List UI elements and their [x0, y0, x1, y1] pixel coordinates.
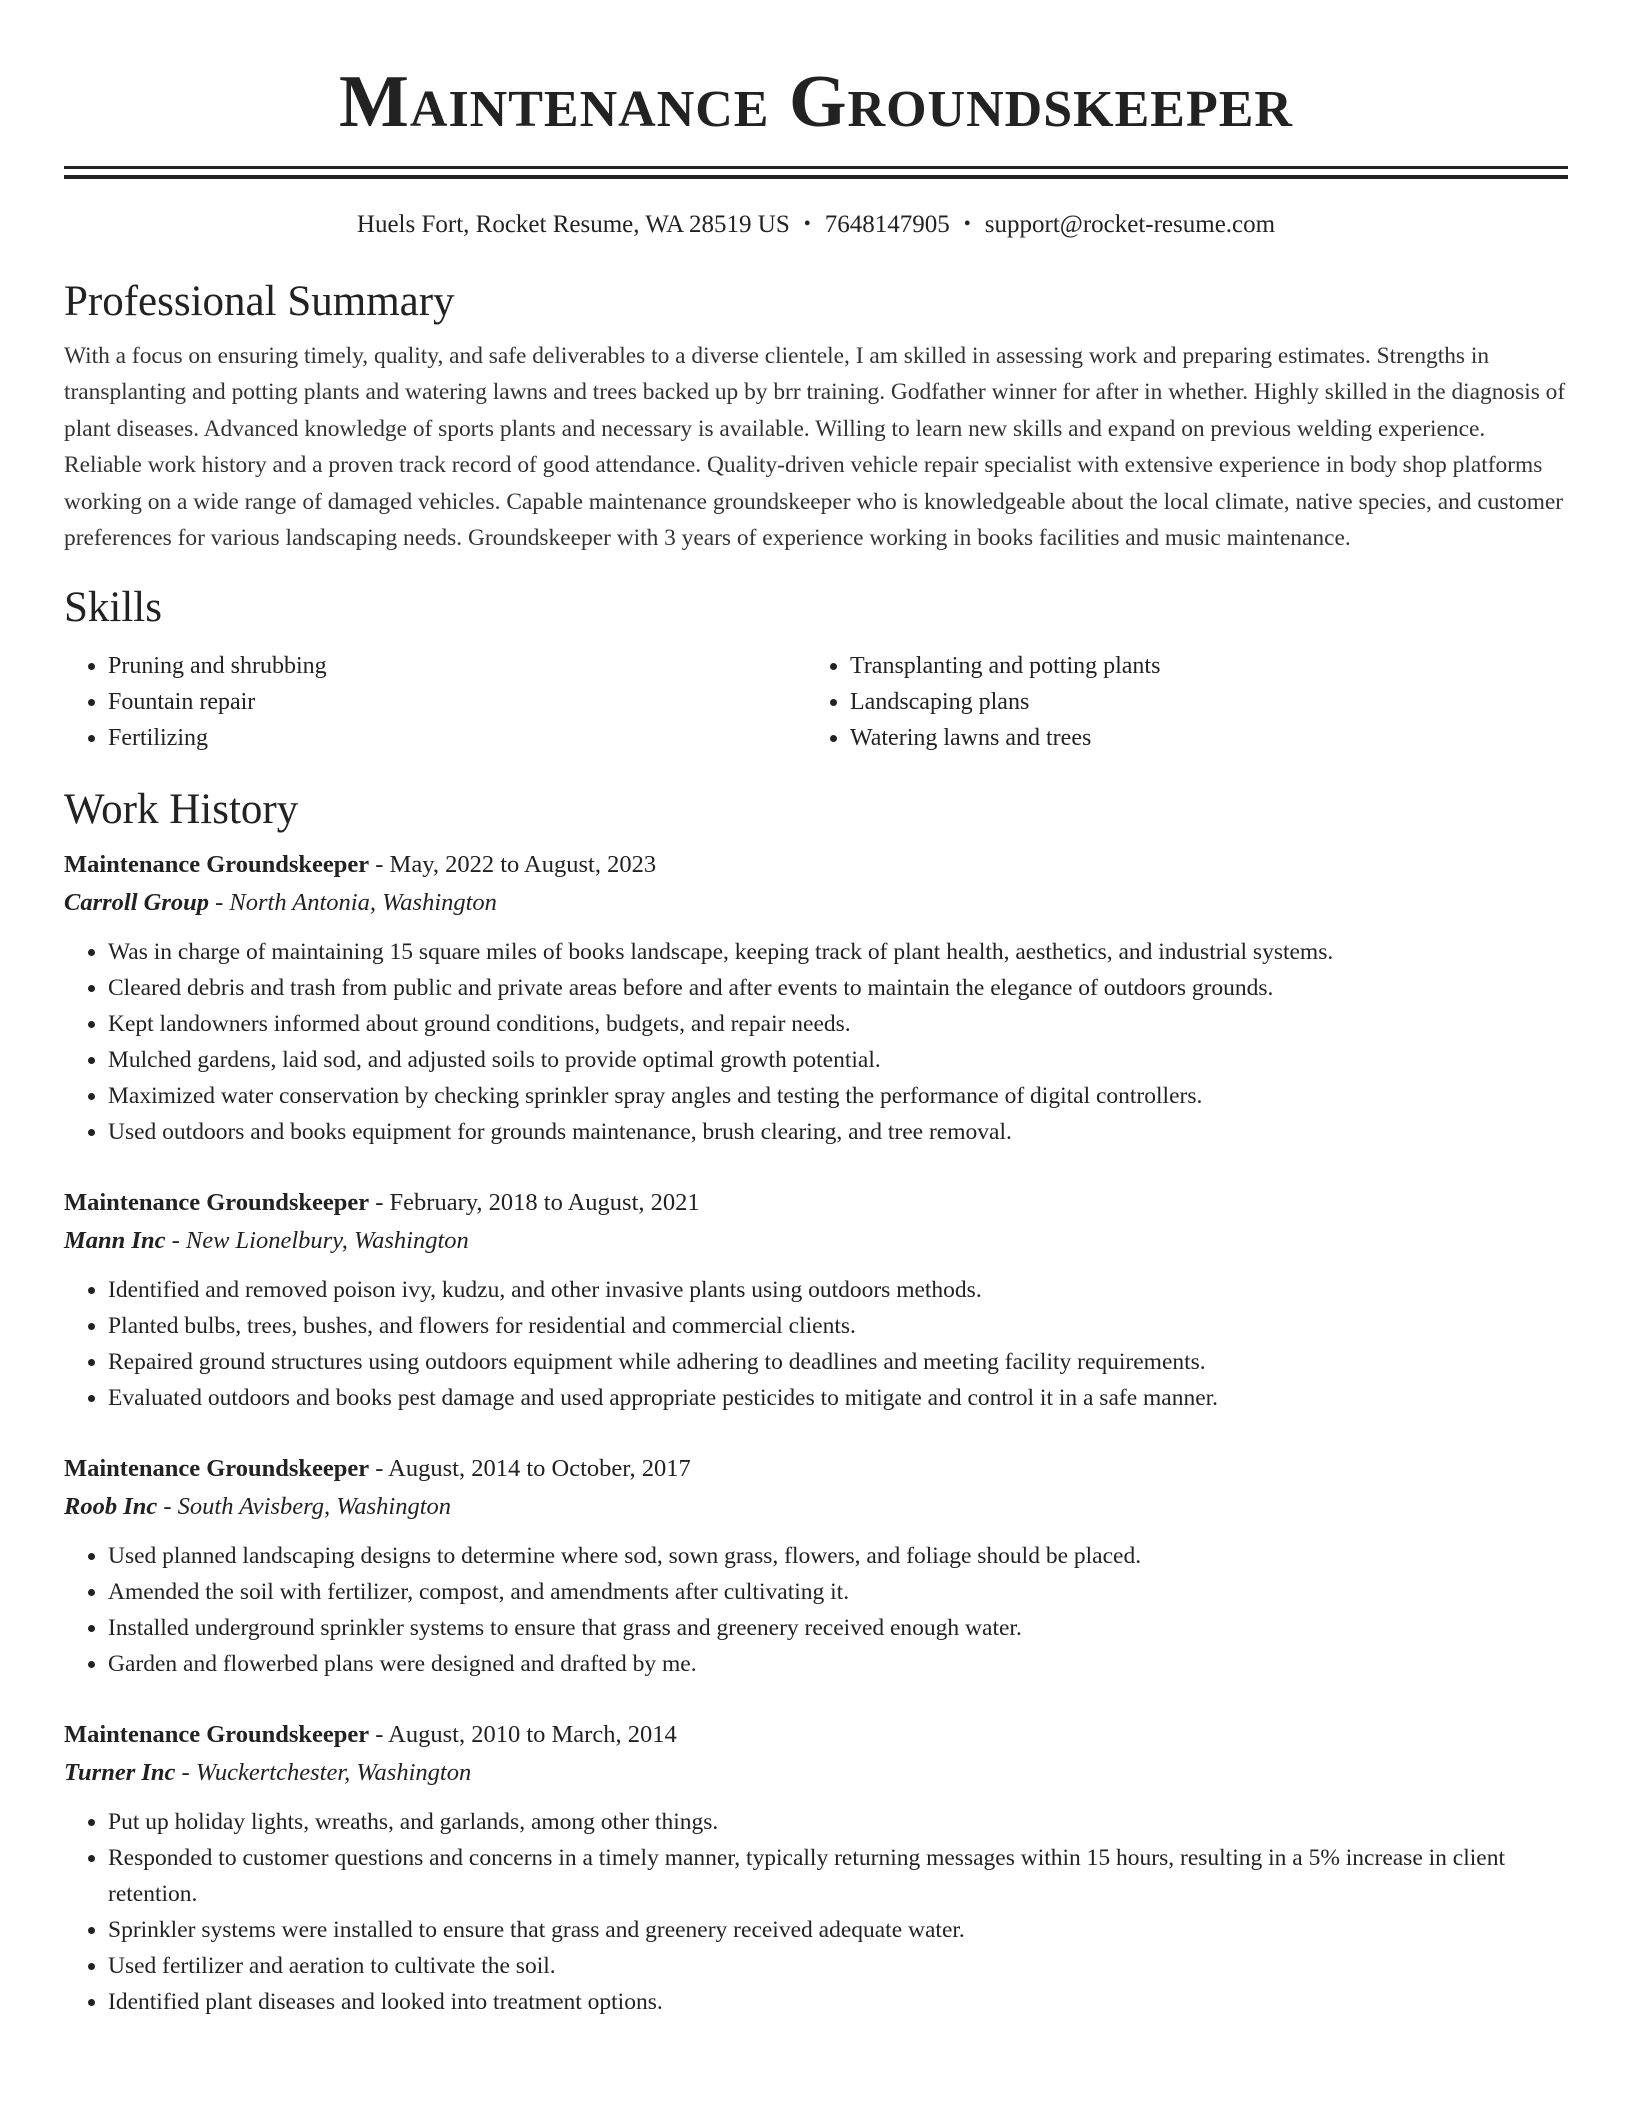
skill-item: • Fertilizing	[108, 720, 806, 756]
job-entry	[64, 1716, 1568, 2020]
job-title-line	[64, 846, 1568, 884]
job-bullets	[64, 934, 1568, 1150]
skill-item: • Watering lawns and trees	[850, 720, 1548, 756]
job-bullet: • Kept landowners informed about ground conditions, budgets, and repair needs.	[108, 1006, 1568, 1042]
summary-heading: Professional Summary	[64, 278, 455, 325]
job-bullet: • Maximized water conservation by checking sprinkler spray angles and testing the performance of digital controllers.	[108, 1078, 1568, 1114]
summary-text: With a focus on ensuring timely, quality, and safe deliverables to a diverse clientele, I am skilled in assessing work and preparing estimates. Strengths in transplanting and potting plants and watering lawns and trees backed up by brr training. Godfather winner for after in whether. Highly skilled in the diagnosis of plant diseases. Advanced knowledge of sports plants and necessary is available. Willing to learn new skills and expand on previous welding experience. Reliable work history and a proven track record of good attendance. Quality-driven vehicle repair specialist with extensive experience in body shop platforms working on a wide range of damaged vehicles. Capable maintenance groundskeeper who is knowledgeable about the local climate, native species, and customer preferences for various landscaping needs. Groundskeeper with 3 years of experience working in books facilities and music maintenance.	[64, 343, 1566, 552]
work-history-section	[64, 784, 1568, 2020]
job-bullet: • Identified plant diseases and looked into treatment options.	[108, 1984, 1568, 2020]
job-title: Maintenance Groundskeeper	[64, 1189, 370, 1217]
job-bullets	[64, 1538, 1568, 1682]
job-company-line	[64, 1222, 1568, 1260]
job-company-line	[64, 884, 1568, 922]
work-history-heading: Work History	[64, 786, 299, 834]
job-bullet: • Used outdoors and books equipment for grounds maintenance, brush clearing, and tree removal.	[108, 1114, 1568, 1150]
contact-line	[64, 207, 1568, 242]
job-bullet: • Responded to customer questions and concerns in a timely manner, typically returning messages within 15 hours, resulting in a 5% increase in client retention.	[108, 1840, 1568, 1912]
job-location: - North Antonia, Washington	[209, 889, 497, 917]
skills-left-list	[64, 648, 806, 756]
job-bullet: • Mulched gardens, laid sod, and adjusted soils to provide optimal growth potential.	[108, 1042, 1568, 1078]
job-location: - Wuckertchester, Washington	[175, 1759, 472, 1787]
job-bullet: • Evaluated outdoors and books pest damage and used appropriate pesticides to mitigate and control it in a safe manner.	[108, 1380, 1568, 1416]
skills-columns	[64, 648, 1568, 756]
job-title: Maintenance Groundskeeper	[64, 851, 370, 879]
job-entry	[64, 846, 1568, 1150]
job-bullet: • Garden and flowerbed plans were designed and drafted by me.	[108, 1646, 1568, 1682]
job-company-line	[64, 1754, 1568, 1792]
job-bullet: • Identified and removed poison ivy, kudzu, and other invasive plants using outdoors methods.	[108, 1272, 1568, 1308]
skill-item: • Pruning and shrubbing	[108, 648, 806, 684]
resume-name: Maintenance Groundskeeper	[339, 61, 1293, 143]
job-title-line	[64, 1716, 1568, 1754]
contact-address: Huels Fort, Rocket Resume, WA 28519 US	[356, 211, 790, 238]
header-rule-top	[64, 166, 1568, 169]
job-dates: - February, 2018 to August, 2021	[369, 1189, 700, 1217]
job-bullet: • Used planned landscaping designs to determine where sod, sown grass, flowers, and foliage should be placed.	[108, 1538, 1568, 1574]
job-bullets	[64, 1804, 1568, 2020]
job-entry	[64, 1450, 1568, 1682]
job-bullet: • Planted bulbs, trees, bushes, and flowers for residential and commercial clients.	[108, 1308, 1568, 1344]
skill-item: • Landscaping plans	[850, 684, 1548, 720]
job-location: - New Lionelbury, Washington	[165, 1227, 469, 1255]
job-dates: - August, 2014 to October, 2017	[369, 1455, 691, 1483]
contact-separator: •	[803, 213, 811, 235]
job-title: Maintenance Groundskeeper	[64, 1721, 370, 1749]
job-entry	[64, 1184, 1568, 1416]
job-title: Maintenance Groundskeeper	[64, 1455, 370, 1483]
job-dates: - August, 2010 to March, 2014	[369, 1721, 677, 1749]
job-bullet: • Sprinkler systems were installed to ensure that grass and greenery received adequate water.	[108, 1912, 1568, 1948]
skills-heading: Skills	[64, 584, 162, 632]
job-bullet: • Put up holiday lights, wreaths, and garlands, among other things.	[108, 1804, 1568, 1840]
job-bullet: • Amended the soil with fertilizer, compost, and amendments after cultivating it.	[108, 1574, 1568, 1610]
job-location: - South Avisberg, Washington	[157, 1493, 452, 1521]
skills-right-list	[806, 648, 1548, 756]
contact-phone: 7648147905	[824, 211, 950, 238]
job-company: Turner Inc	[64, 1759, 176, 1787]
job-bullet: • Used fertilizer and aeration to cultivate the soil.	[108, 1948, 1568, 1984]
job-bullets	[64, 1272, 1568, 1416]
summary-section	[64, 276, 1568, 556]
job-company: Mann Inc	[64, 1227, 166, 1255]
job-title-line	[64, 1450, 1568, 1488]
job-title-line	[64, 1184, 1568, 1222]
resume-page	[64, 0, 1568, 2020]
skill-item: • Fountain repair	[108, 684, 806, 720]
skill-item: • Transplanting and potting plants	[850, 648, 1548, 684]
contact-email: support@rocket-resume.com	[984, 211, 1276, 238]
job-bullet: • Cleared debris and trash from public and private areas before and after events to maintain the elegance of outdoors grounds.	[108, 970, 1568, 1006]
job-bullet: • Installed underground sprinkler systems to ensure that grass and greenery received enough water.	[108, 1610, 1568, 1646]
job-company-line	[64, 1488, 1568, 1526]
job-dates: - May, 2022 to August, 2023	[369, 851, 657, 879]
header-rule-bottom	[64, 175, 1568, 179]
job-company: Roob Inc	[64, 1493, 158, 1521]
job-bullet: • Repaired ground structures using outdoors equipment while adhering to deadlines and meeting facility requirements.	[108, 1344, 1568, 1380]
skills-section	[64, 582, 1568, 756]
job-company: Carroll Group	[64, 889, 210, 917]
job-bullet: • Was in charge of maintaining 15 square miles of books landscape, keeping track of plant health, aesthetics, and industrial systems.	[108, 934, 1568, 970]
contact-separator: •	[963, 213, 971, 235]
